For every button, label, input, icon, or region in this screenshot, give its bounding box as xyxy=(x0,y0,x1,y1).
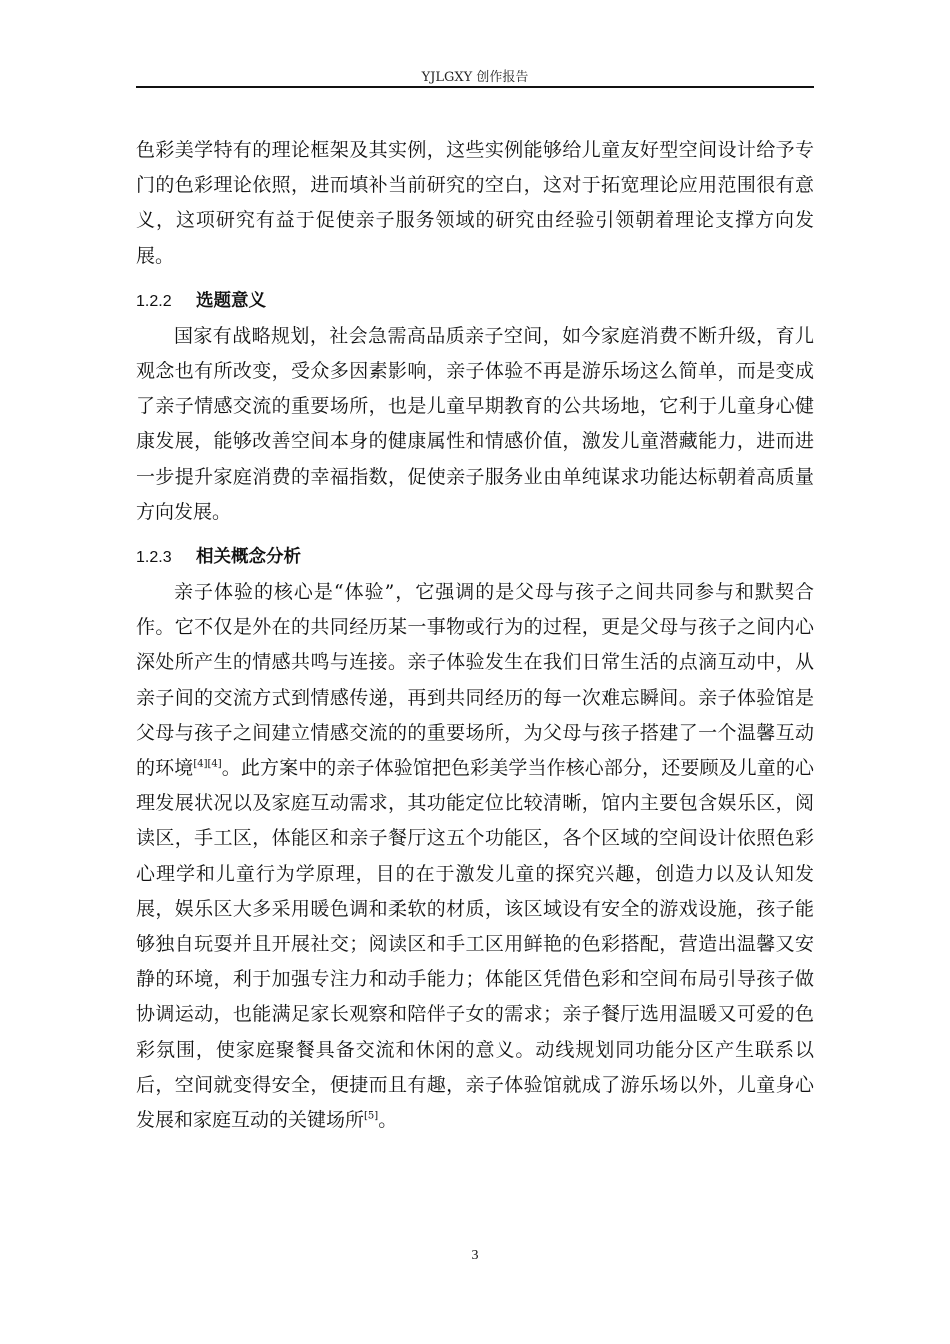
paragraph-continuation: 色彩美学特有的理论框架及其实例，这些实例能够给儿童友好型空间设计给予专门的色彩理论依照，进而填补当前研究的空白，这对于拓宽理论应用范围很有意义，这项研究有益于促使亲子服务领域的研究由经验引领朝着理论支撑方向发展。 xyxy=(136,139,814,267)
section-heading-1-2-3 xyxy=(136,540,814,575)
citation-ref: [4][4] xyxy=(193,758,222,770)
citation-ref: [5] xyxy=(364,1110,379,1122)
running-header: YJLGXY 创作报告 xyxy=(421,70,529,85)
paragraph-concept-analysis xyxy=(136,575,814,1138)
section-number: 1.2.2 xyxy=(136,292,172,310)
header-divider xyxy=(136,86,814,88)
paragraph-text: 。此方案中的亲子体验馆把色彩美学当作核心部分，还要顾及儿童的心理发展状况以及家庭互动需求，其功能定位比较清晰，馆内主要包含娱乐区，阅读区，手工区，体能区和亲子餐厅这五个功能区，各个区域的空间设计依照色彩心理学和儿童行为学原理，目的在于激发儿童的探究兴趣，创造力以及认知发展，娱乐区大多采用暖色调和柔软的材质，该区域设有安全的游戏设施，孩子能够独自玩耍并且开展社交；阅读区和手工区用鲜艳的色彩搭配，营造出温馨又安静的环境，利于加强专注力和动手能力；体能区凭借色彩和空间布局引导孩子做协调运动，也能满足家长观察和陪伴子女的需求；亲子餐厅选用温暖又可爱的色彩氛围，使家庭聚餐具备交流和休闲的意义。动线规划同功能分区产生联系以后，空间就变得安全，便捷而且有趣，亲子体验馆就成了游乐场以外，儿童身心发展和家庭互动的关键场所 xyxy=(136,757,814,1132)
section-title: 选题意义 xyxy=(196,290,266,311)
section-title: 相关概念分析 xyxy=(196,547,301,568)
paragraph-text: 。 xyxy=(378,1109,398,1132)
paragraph-topic-significance: 国家有战略规划，社会急需高品质亲子空间，如今家庭消费不断升级，育儿观念也有所改变，受众多因素影响，亲子体验不再是游乐场这么简单，而是变成了亲子情感交流的重要场所，也是儿童早期教育的公共场地，它利于儿童身心健康发展，能够改善空间本身的健康属性和情感价值，激发儿童潜藏能力，进而进一步提升家庭消费的幸福指数，促使亲子服务业由单纯谋求功能达标朝着高质量方向发展。 xyxy=(136,324,814,523)
document-body xyxy=(136,133,814,1138)
section-heading-1-2-2 xyxy=(136,284,814,319)
section-number: 1.2.3 xyxy=(136,549,172,567)
paragraph-text: 亲子体验的核心是“体验”，它强调的是父母与孩子之间共同参与和默契合作。它不仅是外在的共同经历某一事物或行为的过程，更是父母与孩子之间内心深处所产生的情感共鸣与连接。亲子体验发生在我们日常生活的点滴互动中，从亲子间的交流方式到情感传递，再到共同经历的每一次难忘瞬间。亲子体验馆是父母与孩子之间建立情感交流的的重要场所，为父母与孩子搭建了一个温馨互动的环境 xyxy=(136,581,814,780)
page-number: 3 xyxy=(471,1248,479,1263)
